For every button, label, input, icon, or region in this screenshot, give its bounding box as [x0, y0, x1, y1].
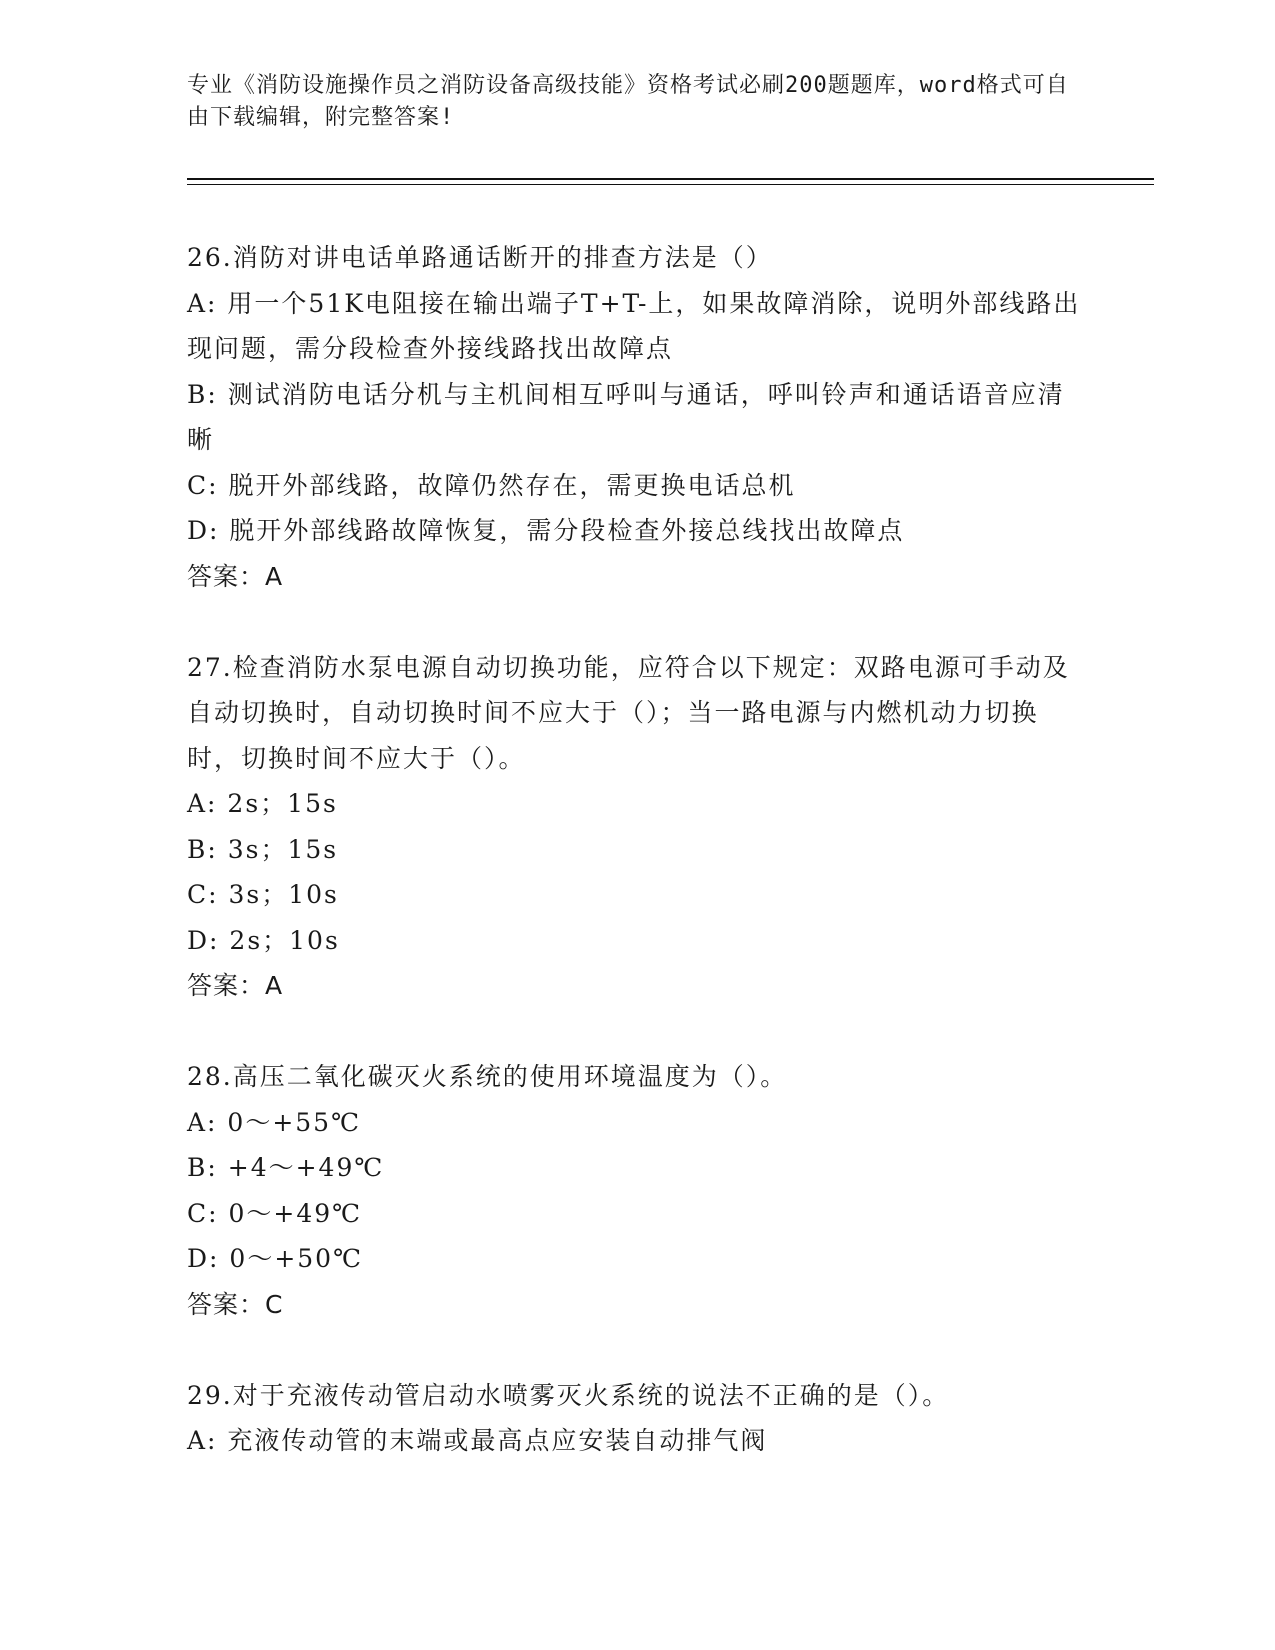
question-28 [187, 1054, 1087, 1327]
spacer [187, 1327, 1087, 1373]
header-divider-thick [187, 178, 1154, 180]
spacer [187, 1009, 1087, 1055]
option-c: C: 0～+49℃ [187, 1198, 363, 1228]
option-a: A: 用一个51K电阻接在输出端子T+T-上，如果故障消除，说明外部线路出现问题，需分段检查外接线路找出故障点 [187, 288, 1081, 363]
question-29 [187, 1373, 1087, 1464]
answer: 答案：A [187, 971, 284, 1000]
header-divider-thin [187, 184, 1154, 185]
question-title: 29.对于充液传动管启动水喷雾灭火系统的说法不正确的是（）。 [187, 1380, 950, 1410]
option-a: A: 2s；15s [187, 789, 338, 818]
option-b: B: 3s；15s [187, 834, 339, 864]
option-d: D: 脱开外部线路故障恢复，需分段检查外接总线找出故障点 [187, 516, 905, 545]
answer: 答案：A [187, 561, 284, 591]
spacer [187, 599, 1087, 645]
document-header: 专业《消防设施操作员之消防设备高级技能》资格考试必刷200题题库，word格式可自由下载编辑，附完整答案! [187, 73, 1069, 130]
question-26 [187, 235, 1087, 599]
option-a: A: 充液传动管的末端或最高点应安装自动排气阀 [187, 1426, 768, 1455]
option-d: D: 0～+50℃ [187, 1244, 364, 1273]
question-27 [187, 645, 1087, 1009]
option-c: C: 脱开外部线路，故障仍然存在，需更换电话总机 [187, 470, 796, 500]
option-b: B: 测试消防电话分机与主机间相互呼叫与通话，呼叫铃声和通话语音应清晰 [187, 379, 1065, 454]
question-title: 27.检查消防水泵电源自动切换功能，应符合以下规定：双路电源可手动及自动切换时，自动切换时间不应大于（）；当一路电源与内燃机动力切换时，切换时间不应大于（）。 [187, 652, 1070, 773]
option-a: A: 0～+55℃ [187, 1107, 362, 1137]
answer: 答案：C [187, 1289, 284, 1319]
question-list [187, 235, 1087, 1464]
option-b: B: +4～+49℃ [187, 1153, 385, 1182]
question-title: 26.消防对讲电话单路通话断开的排查方法是（） [187, 243, 773, 272]
option-d: D: 2s；10s [187, 925, 340, 955]
option-c: C: 3s；10s [187, 880, 339, 909]
question-title: 28.高压二氧化碳灭火系统的使用环境温度为（）。 [187, 1062, 788, 1091]
